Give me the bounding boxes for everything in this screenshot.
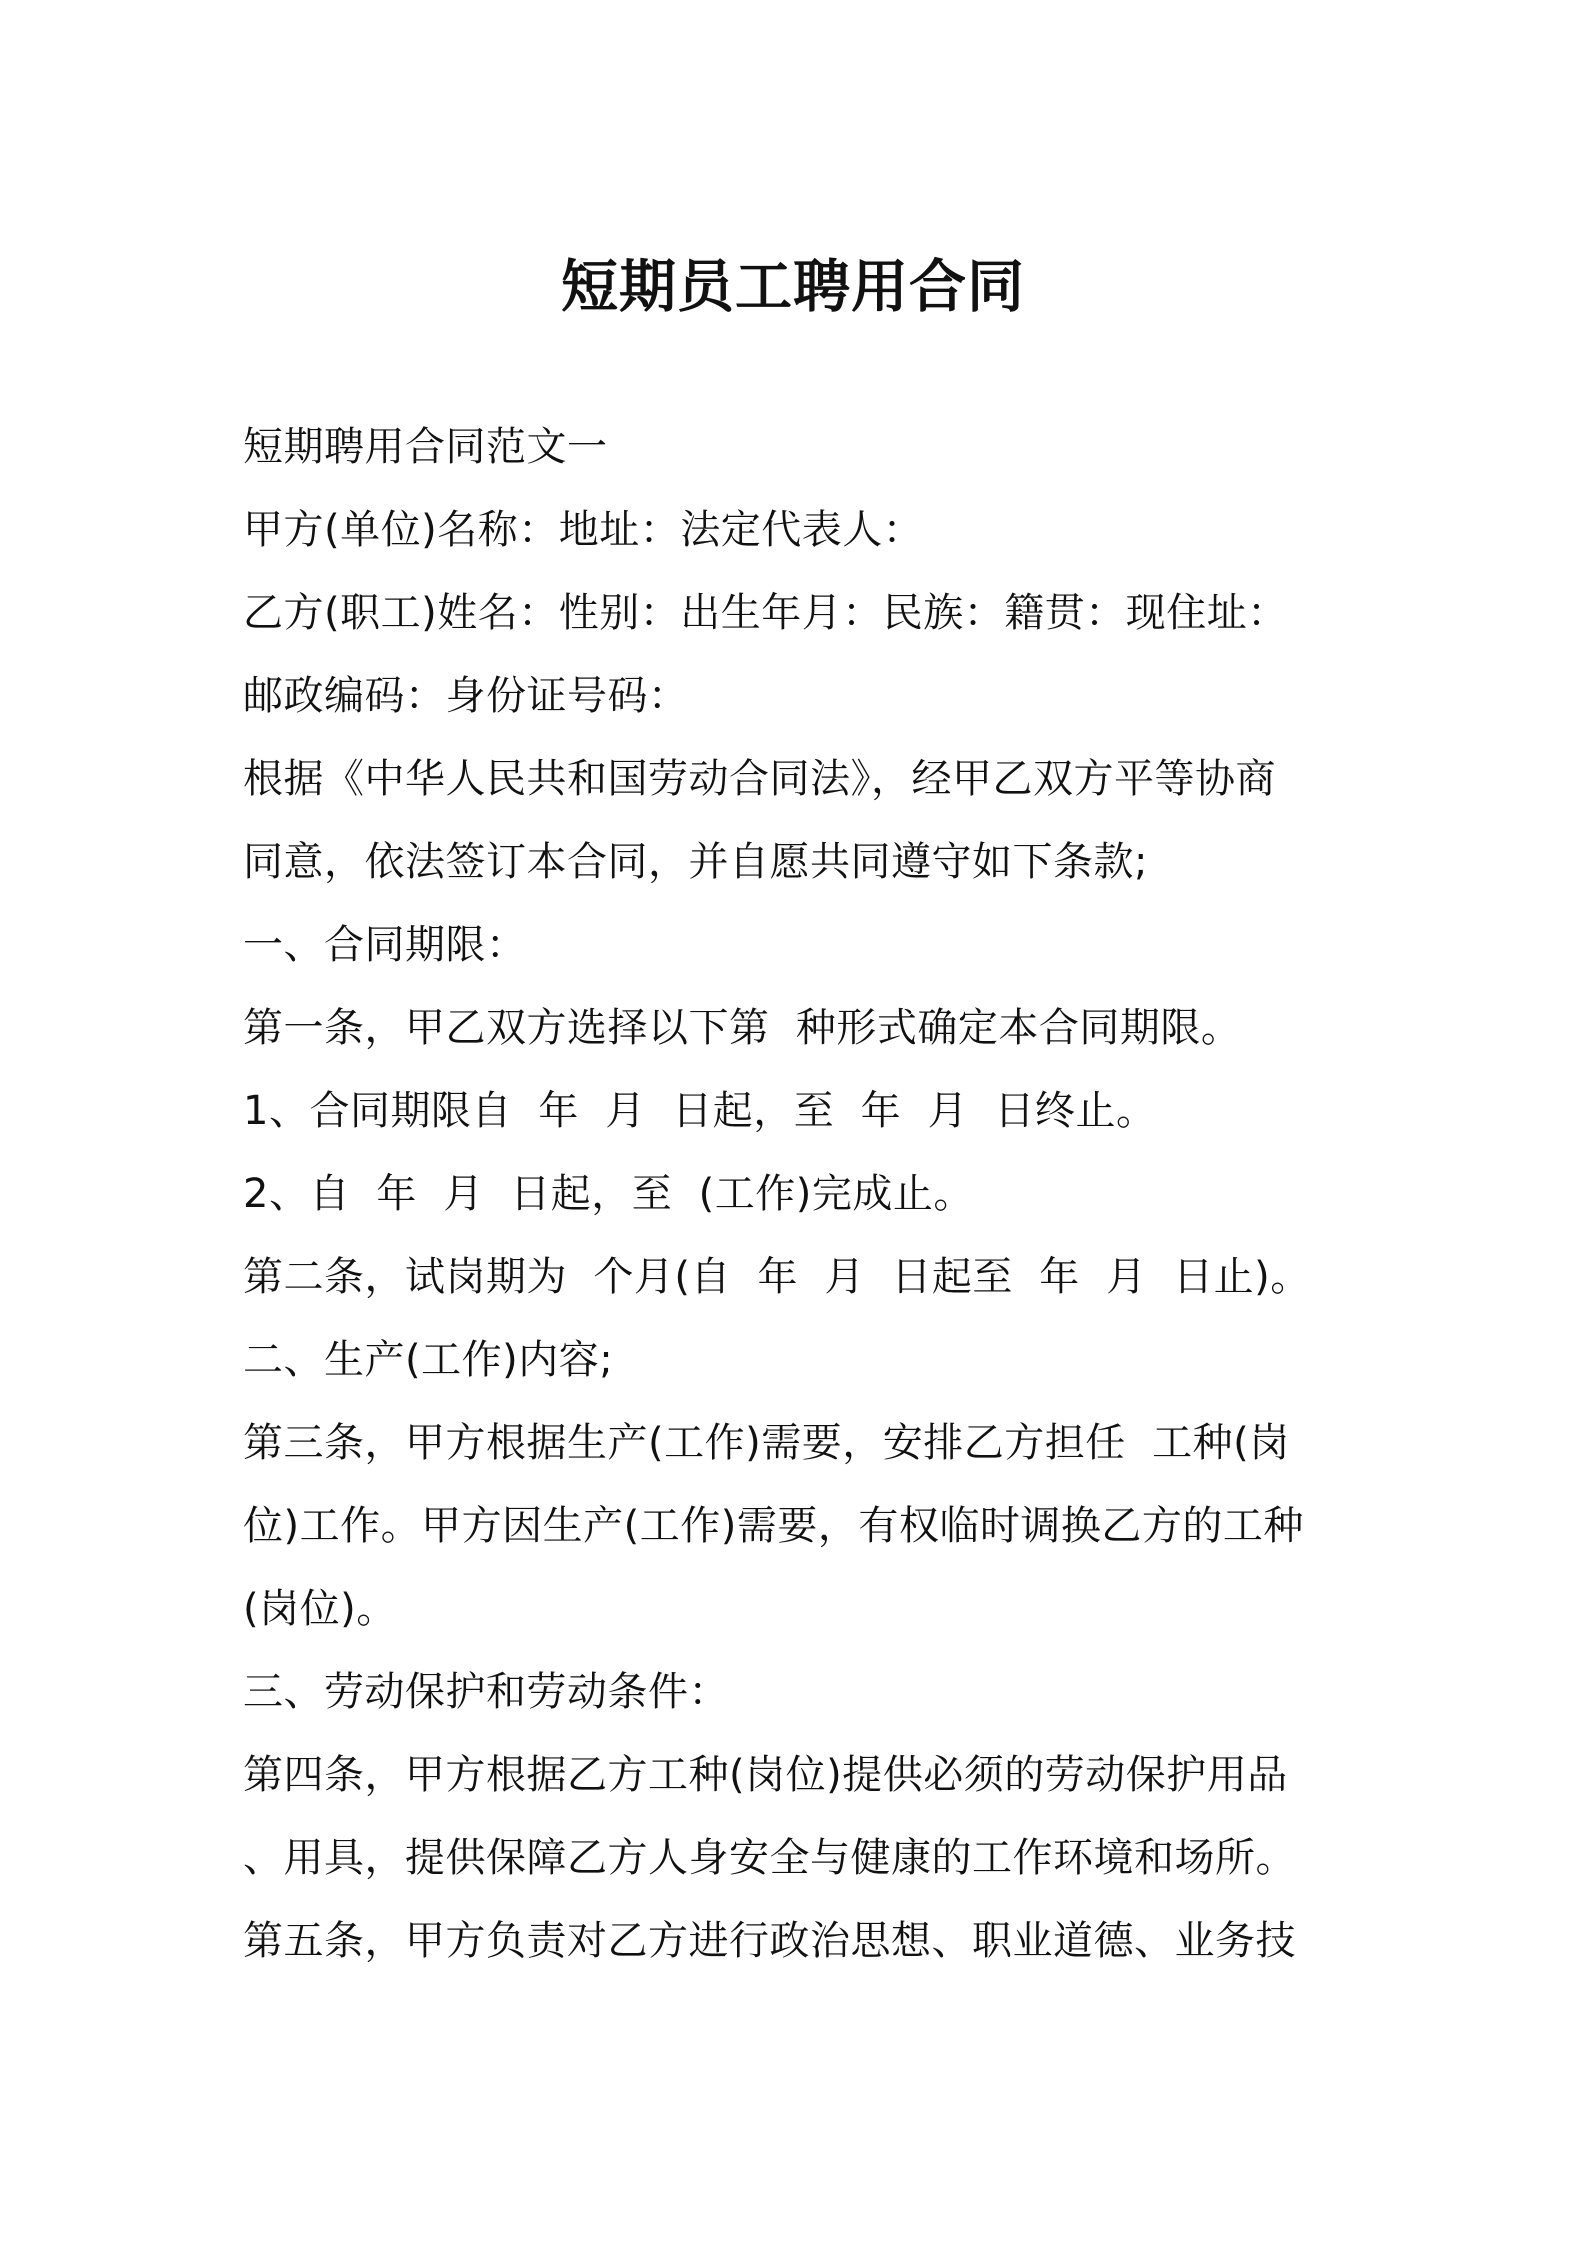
- body-line: 根据《中华人民共和国劳动合同法》，经甲乙双方平等协商: [243, 756, 1276, 802]
- body-line: 位)工作。甲方因生产(工作)需要，有权临时调换乙方的工种: [243, 1503, 1304, 1549]
- body-line: 第一条，甲乙双方选择以下第 种形式确定本合同期限。: [243, 1005, 1242, 1051]
- body-line: 第五条，甲方负责对乙方进行政治思想、职业道德、业务技: [243, 1918, 1296, 1964]
- body-line: 第三条，甲方根据生产(工作)需要，安排乙方担任 工种(岗: [243, 1420, 1290, 1466]
- body-line: 一、合同期限：: [243, 922, 527, 968]
- document-body: [243, 406, 1358, 1983]
- body-line: 第四条，甲方根据乙方工种(岗位)提供必须的劳动保护用品: [243, 1752, 1288, 1798]
- body-line: 、用具，提供保障乙方人身安全与健康的工作环境和场所。: [243, 1835, 1296, 1881]
- document-title: 短期员工聘用合同: [561, 254, 1025, 320]
- body-line: 甲方(单位)名称：地址：法定代表人：: [243, 507, 924, 553]
- body-line: 三、劳动保护和劳动条件：: [243, 1669, 729, 1715]
- body-line: 第二条，试岗期为 个月(自 年 月 日起至 年 月 日止)。: [243, 1254, 1311, 1300]
- body-line: 1、合同期限自 年 月 日起，至 年 月 日终止。: [243, 1088, 1157, 1134]
- body-line: 短期聘用合同范文一: [243, 424, 608, 470]
- body-line: 乙方(职工)姓名：性别：出生年月：民族：籍贯：现住址：: [243, 590, 1288, 636]
- body-line: 2、自 年 月 日起，至 (工作)完成止。: [243, 1171, 974, 1217]
- body-line: (岗位)。: [243, 1586, 397, 1632]
- body-line: 同意，依法签订本合同，并自愿共同遵守如下条款;: [243, 839, 1148, 885]
- body-line: 二、生产(工作)内容;: [243, 1337, 614, 1383]
- body-line: 邮政编码：身份证号码：: [243, 673, 689, 719]
